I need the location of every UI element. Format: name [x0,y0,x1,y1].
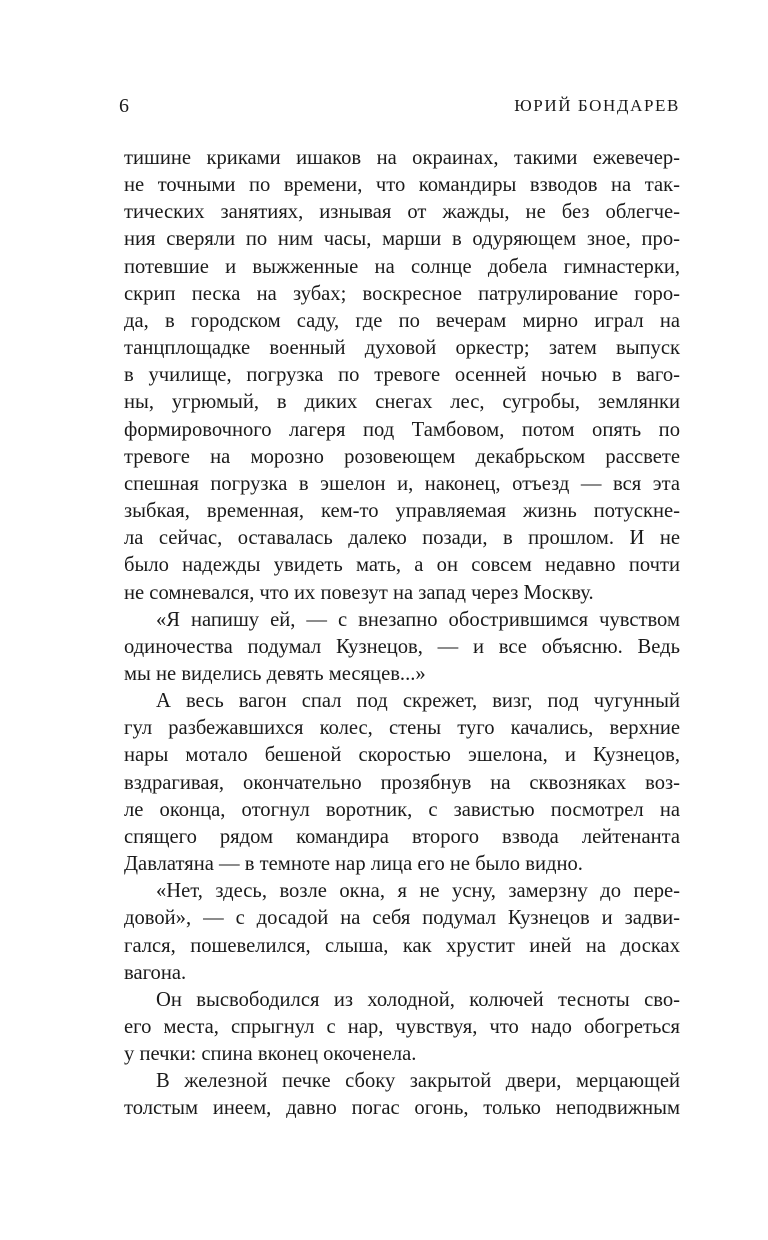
text-line: вагона. [124,961,187,984]
paragraph [124,987,680,1068]
paragraph [124,1068,680,1122]
text-line: зыбкая, временная, кем-то управляемая жизнь потускне- [124,500,680,523]
text-line: тревоге на морозно розовеющем декабрьском рассвете [124,445,680,468]
text-line: спящего рядом командира второго взвода лейтенанта [124,825,680,848]
text-line: да, в городском саду, где по вечерам мирно играл на [124,309,680,332]
text-line: гул разбежавшихся колес, стены туго качались, верхние [124,717,680,740]
paragraph [124,607,680,688]
text-line: ле оконца, отогнул воротник, с завистью посмотрел на [124,798,680,821]
text-line: одиночества подумал Кузнецов, — и все объясню. Ведь [124,635,680,658]
text-line: не сомневался, что их повезут на запад через Москву. [124,581,594,604]
text-line: Он высвободился из холодной, колючей тесноты сво- [156,988,680,1011]
text-line: скрип песка на зубах; воскресное патрулирование горо- [124,282,680,305]
paragraph [124,688,680,878]
text-line: ны, угрюмый, в диких снегах лес, сугробы, землянки [124,391,680,414]
text-line: формировочного лагеря под Тамбовом, потом опять по [124,418,680,441]
text-line: ла сейчас, оставалась далеко позади, в прошлом. И не [124,527,680,550]
text-line: было надежды увидеть мать, а он совсем недавно почти [124,554,680,577]
text-line: потевшие и выжженные на солнце добела гимнастерки, [124,255,680,278]
text-line: у печки: спина вконец окоченела. [124,1043,417,1066]
text-line: В железной печке сбоку закрытой двери, мерцающей [156,1070,680,1093]
text-line: спешная погрузка в эшелон и, наконец, отъезд — вся эта [124,472,680,495]
text-line: не точными по времени, что командиры взводов на так- [124,174,680,197]
text-line: «Я напишу ей, — с внезапно обострившимся чувством [156,608,680,631]
paragraph [124,878,680,987]
text-line: Давлатяна — в темноте нар лица его не было видно. [124,853,583,876]
text-line: тических занятиях, изнывая от жажды, не без облегче- [124,201,680,224]
running-head-author: ЮРИЙ БОНДАРЕВ [514,96,680,115]
text-line: А весь вагон спал под скрежет, визг, под чугунный [156,690,680,713]
text-line: ния сверяли по ним часы, марши в одуряющем зное, про- [124,228,680,251]
paragraph [124,145,680,607]
page-number: 6 [119,95,129,117]
text-line: мы не виделись девять месяцев...» [124,662,426,685]
text-line: толстым инеем, давно погас огонь, только неподвижным [124,1097,680,1120]
body-text [124,145,680,1123]
text-line: довой», — с досадой на себя подумал Кузнецов и задви- [124,907,680,930]
text-line: нары мотало бешеной скоростью эшелона, и Кузнецов, [124,744,680,767]
text-line: тишине криками ишаков на окраинах, такими ежевечер- [124,147,680,169]
text-line: танцплощадке военный духовой оркестр; затем выпуск [124,337,680,360]
text-line: его места, спрыгнул с нар, чувствуя, что надо обогреться [124,1016,680,1038]
text-line: гался, пошевелился, слыша, как хрустит иней на досках [124,934,680,957]
text-line: вздрагивая, окончательно прозябнув на сквозняках воз- [124,771,680,794]
text-line: «Нет, здесь, возле окна, я не усну, замерзну до пере- [156,880,680,903]
text-line: в училище, погрузка по тревоге осенней ночью в ваго- [124,364,680,387]
